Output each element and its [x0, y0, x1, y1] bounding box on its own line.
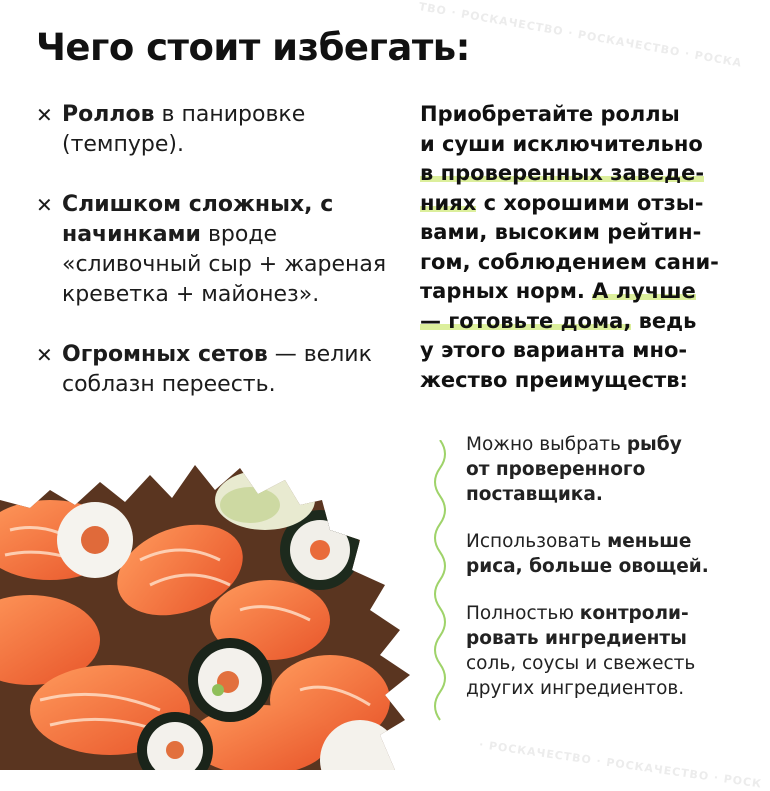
highlight: ниях	[420, 190, 477, 215]
avoid-item-bold: Слишком сложных, с начинками	[62, 192, 334, 247]
watermark-top: ТВО · РОСКАЧЕСТВО · РОСКАЧЕСТВО · РОСКА	[417, 0, 744, 70]
advice-paragraph	[420, 100, 760, 395]
advice-text: тарных норм.	[420, 279, 593, 303]
advice-line: Приобретайте роллы	[420, 102, 680, 126]
avoid-item-complex	[36, 190, 396, 310]
avoid-item-text: — велик соблазн переесть.	[62, 342, 372, 397]
advice-text: с хорошими отзы-	[476, 190, 704, 215]
benefit-text: Использовать	[466, 531, 608, 552]
avoid-item-text: вроде «сливочный сыр + жареная креветка + майонез».	[62, 222, 387, 307]
squiggle-line-icon	[428, 440, 452, 730]
advice-line: и суши исключительно	[420, 131, 703, 156]
sushi-photo	[0, 460, 420, 770]
cross-icon: ✕	[36, 193, 53, 217]
benefit-text: Можно выбрать	[466, 434, 627, 455]
benefit-item	[466, 601, 756, 701]
benefit-item	[466, 529, 756, 579]
avoid-item-tempura	[36, 100, 396, 160]
benefit-text: соль, соусы и свежесть	[466, 653, 696, 674]
cross-icon: ✕	[36, 103, 53, 127]
advice-line	[420, 189, 760, 219]
advice-line	[420, 307, 760, 337]
benefit-bold: меньше	[607, 531, 692, 552]
advice-line: вами, высоким рейтин-	[420, 220, 702, 244]
avoid-item-sets	[36, 340, 396, 400]
benefit-bold: контроли-	[579, 603, 689, 624]
benefit-bold: от проверенного	[466, 459, 646, 480]
avoid-item-bold: Огромных сетов	[62, 342, 268, 367]
highlight: А лучше	[592, 279, 696, 303]
highlight: — готовьте дома,	[420, 308, 632, 333]
benefit-text: Полностью	[466, 603, 580, 624]
page-title: Чего стоит избегать:	[36, 26, 470, 69]
watermark-bottom: · РОСКАЧЕСТВО · РОСКАЧЕСТВО · РОСК	[478, 738, 763, 791]
benefit-bold: поставщика.	[466, 484, 603, 505]
advice-line	[420, 277, 760, 307]
highlight: в проверенных заведе-	[420, 161, 705, 185]
advice-line: у этого варианта мно-	[420, 338, 688, 362]
advice-text: ведь	[631, 308, 697, 333]
benefits-list	[466, 432, 756, 723]
avoid-item-bold: Роллов	[62, 102, 155, 127]
avoid-list	[36, 100, 396, 430]
cross-icon: ✕	[36, 343, 53, 367]
benefit-bold: риса, больше овощей.	[466, 556, 709, 577]
benefit-text: других ингредиентов.	[466, 678, 685, 699]
advice-line: гом, соблюдением сани-	[420, 249, 719, 274]
benefit-bold: рыбу	[626, 434, 682, 455]
advice-line: жество преимуществ:	[420, 367, 688, 392]
benefit-bold: ровать ингредиенты	[466, 628, 687, 649]
avoid-item-text: в панировке (темпуре).	[62, 102, 306, 157]
advice-line	[420, 159, 760, 189]
benefit-item	[466, 432, 756, 507]
